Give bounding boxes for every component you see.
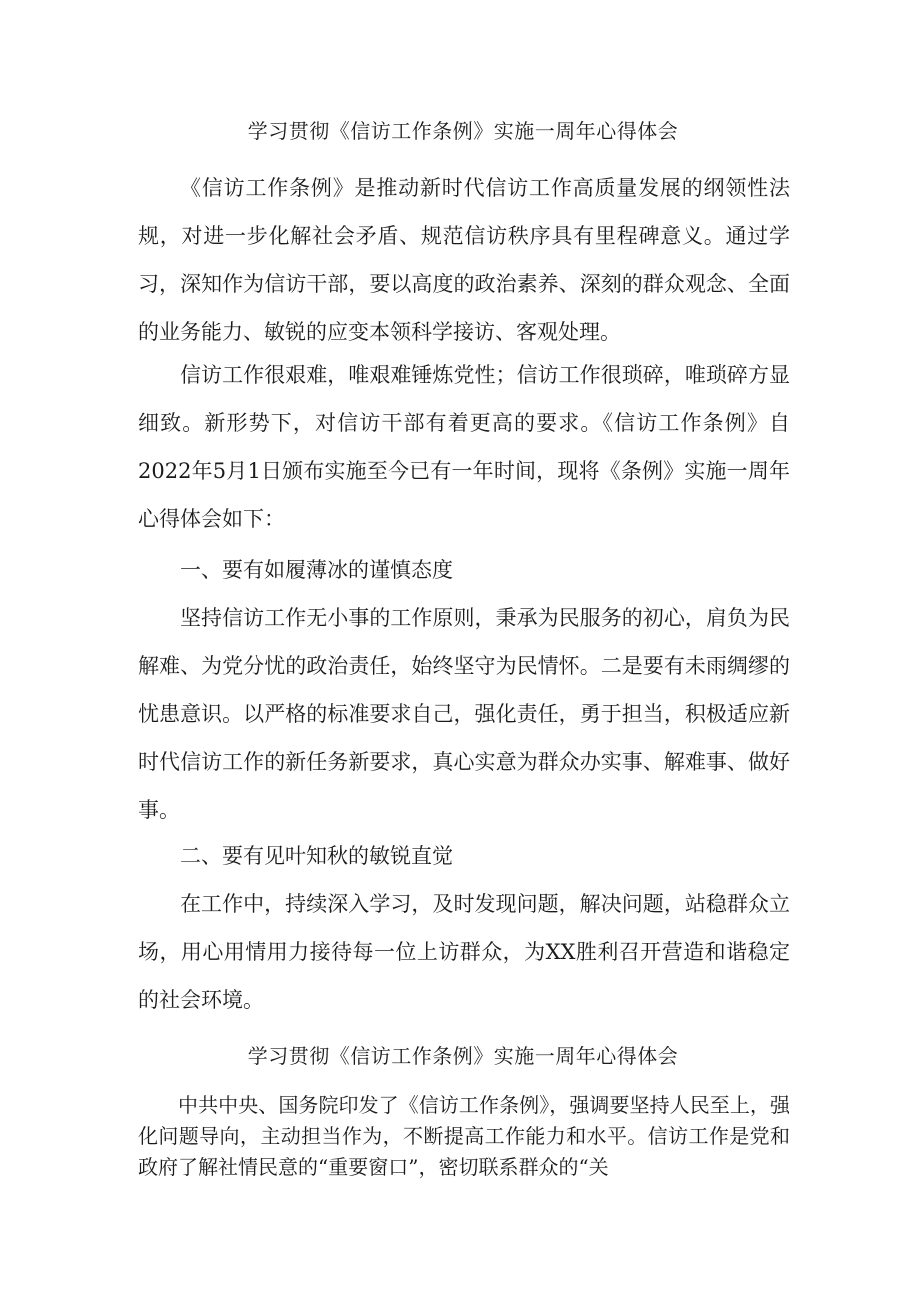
paragraph-context: 信访工作很艰难，唯艰难锤炼党性；信访工作很琐碎，唯琐碎方显细致。新形势下，对信访干部有着更高的要求。《信访工作条例》自2022年5月1日颁布实施至今已有一年时间，现将《条例》实施一周年心得体会如下： xyxy=(138,363,790,531)
paragraph-section-2: 在工作中，持续深入学习，及时发现问题，解决问题，站稳群众立场，用心用情用力接待每一位上访群众，为XX胜利召开营造和谐稳定的社会环境。 xyxy=(138,892,790,1012)
document-title-second: 学习贯彻《信访工作条例》实施一周年心得体会 xyxy=(247,1044,679,1068)
section-heading-1: 一、要有如履薄冰的谨慎态度 xyxy=(180,558,453,582)
section-heading-2: 二、要有见叶知秋的敏锐直觉 xyxy=(180,844,453,868)
document-title: 学习贯彻《信访工作条例》实施一周年心得体会 xyxy=(247,119,679,143)
paragraph-section-1: 坚持信访工作无小事的工作原则，秉承为民服务的初心，肩负为民解难、为党分忧的政治责任，始终坚守为民情怀。二是要有未雨绸缪的忧患意识。以严格的标准要求自己，强化责任，勇于担当，积极适应新时代信访工作的新任务新要求，真心实意为群众办实事、解难事、做好事。 xyxy=(138,606,790,822)
paragraph-intro: 《信访工作条例》是推动新时代信访工作高质量发展的纲领性法规，对进一步化解社会矛盾、规范信访秩序具有里程碑意义。通过学习，深知作为信访干部，要以高度的政治素养、深刻的群众观念、全面的业务能力、敏锐的应变本领科学接访、客观处理。 xyxy=(138,176,790,344)
paragraph-second-intro: 中共中央、国务院印发了《信访工作条例》，强调要坚持人民至上，强化问题导向，主动担当作为，不断提高工作能力和水平。信访工作是党和政府了解社情民意的“重要窗口”，密切联系群众的“关 xyxy=(138,1093,790,1179)
